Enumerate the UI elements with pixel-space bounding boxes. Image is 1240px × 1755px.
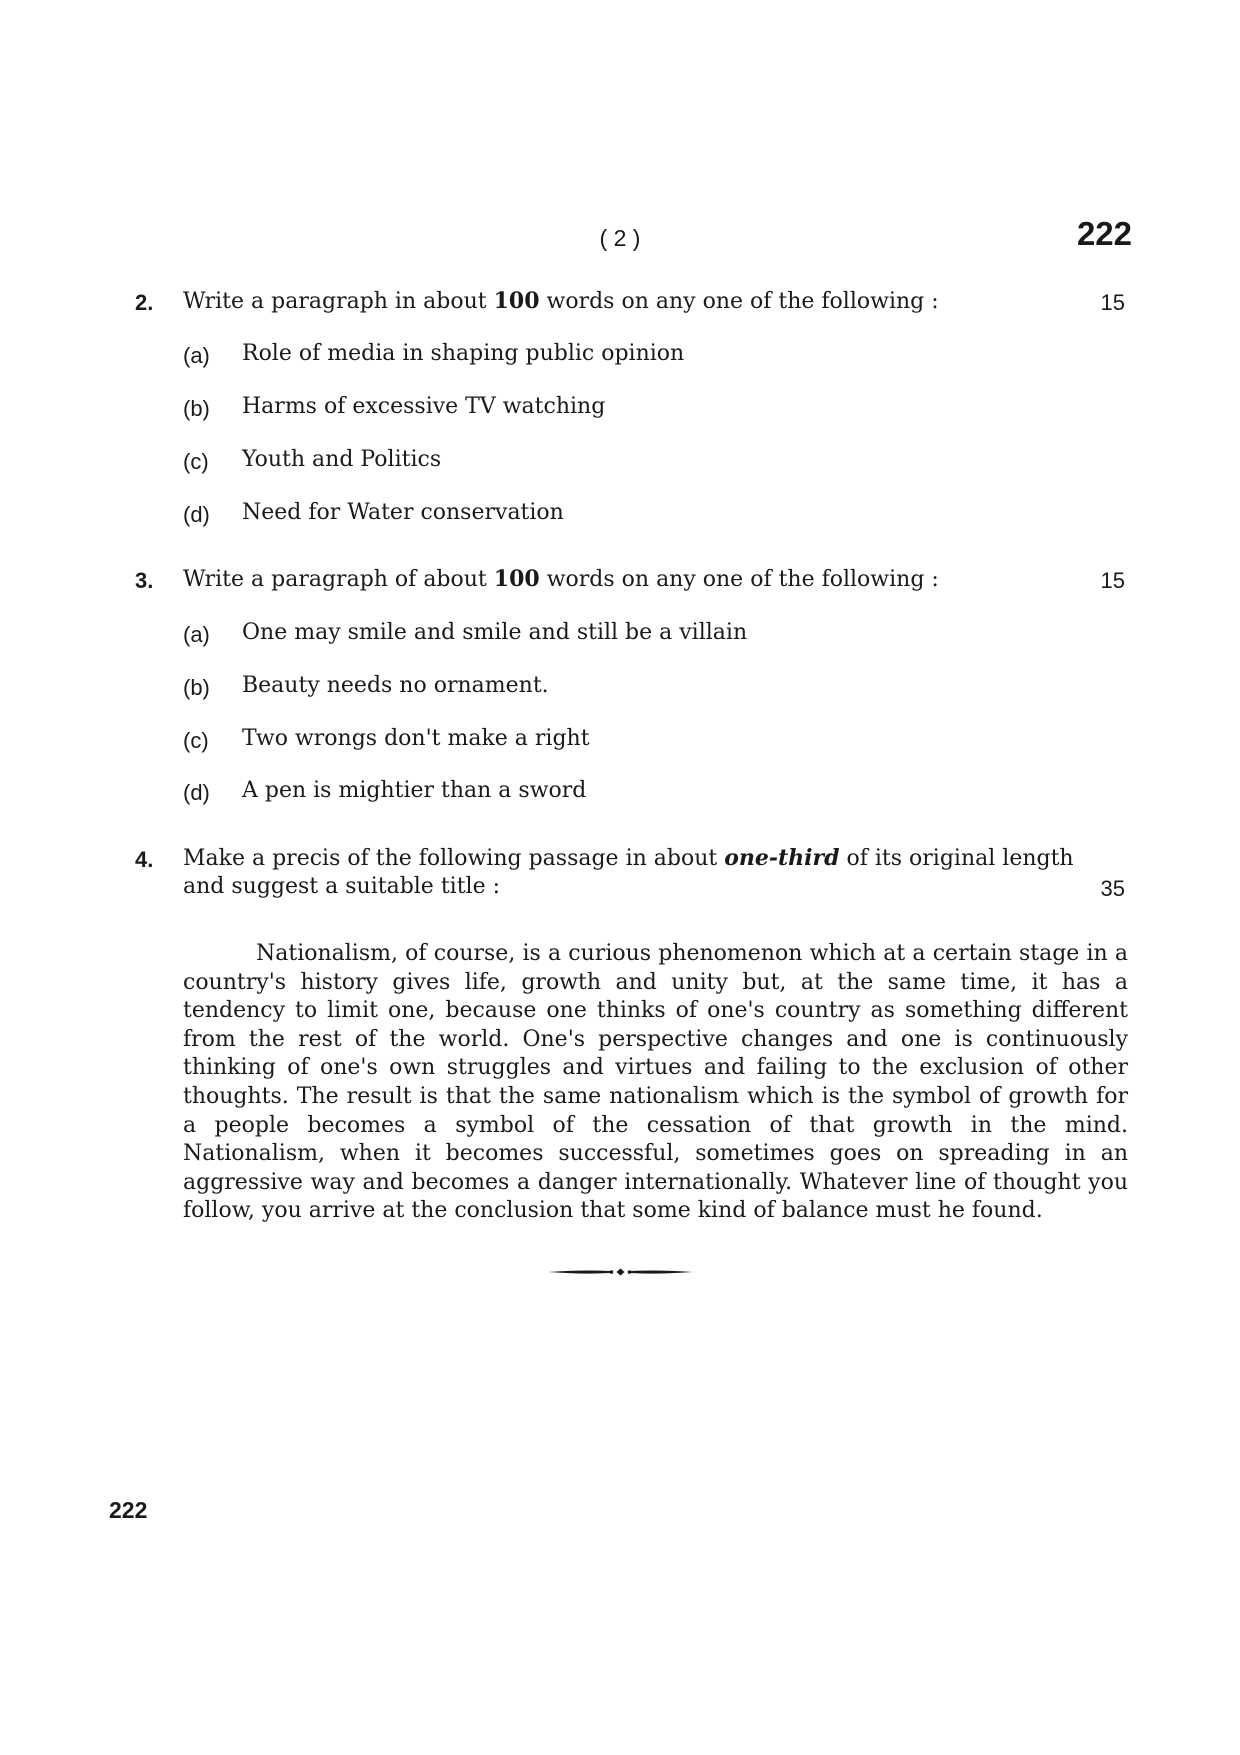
question-text-part: Make a precis of the following passage in about [183, 846, 725, 871]
ornament-divider-icon [548, 1265, 693, 1279]
question-marks: 15 [1100, 290, 1125, 315]
question-marks: 15 [1100, 568, 1125, 593]
option-label: (a) [183, 343, 210, 368]
option-label: (c) [183, 449, 209, 474]
option-text: Role of media in shaping public opinion [242, 341, 685, 366]
question-marks: 35 [1100, 876, 1125, 901]
question-emphasis: one-third [724, 845, 840, 871]
option-label: (d) [183, 780, 210, 805]
question-text [183, 566, 939, 592]
question-emphasis: 100 [493, 288, 540, 314]
question-text-part: of its original length [839, 846, 1074, 871]
option-label: (b) [183, 396, 210, 421]
question-text-part: Write a paragraph of about [183, 567, 494, 592]
precis-passage: Nationalism, of course, is a curious phenomenon which at a certain stage in a country's history gives life, growth and unity but, at the same time, it has a tendency to limit one, because one thinks of one's country as something different from the rest of the world. One's perspective changes and one is continuously thinking of one's own struggles and virtues and failing to the exclusion of other thoughts. The result is that the same nationalism which is the symbol of growth for a people becomes a symbol of the cessation of that growth in the mind. Nationalism, when it becomes successful, sometimes goes on spreading in an aggressive way and becomes a danger internationally. Whatever line of thought you follow, you arrive at the conclusion that some kind of balance must he found. [183, 941, 1128, 1224]
question-text-part: Write a paragraph in about [183, 289, 494, 314]
ornament-divider [548, 1264, 693, 1283]
question-number: 3. [135, 568, 154, 593]
question-text [183, 288, 939, 314]
question-number: 2. [135, 290, 154, 315]
question-number: 4. [135, 847, 154, 872]
option-text: A pen is mightier than a sword [242, 778, 587, 803]
option-text: Two wrongs don't make a right [242, 726, 590, 751]
option-text: Need for Water conservation [242, 500, 564, 525]
question-text-line2: and suggest a suitable title : [183, 874, 501, 899]
page-number: ( 2 ) [599, 225, 641, 251]
option-label: (b) [183, 675, 210, 700]
option-label: (d) [183, 502, 210, 527]
paper-code-top: 222 [1076, 215, 1132, 252]
option-text: Harms of excessive TV watching [242, 394, 606, 419]
question-text-part: words on any one of the following : [539, 289, 939, 314]
option-label: (a) [183, 622, 210, 647]
question-text [183, 845, 1074, 871]
option-text: One may smile and smile and still be a villain [242, 620, 748, 645]
paper-code-bottom: 222 [109, 1497, 148, 1523]
question-text-part: words on any one of the following : [539, 567, 939, 592]
question-emphasis: 100 [493, 566, 540, 592]
option-text: Beauty needs no ornament. [242, 673, 549, 698]
option-label: (c) [183, 728, 209, 753]
option-text: Youth and Politics [242, 447, 442, 472]
